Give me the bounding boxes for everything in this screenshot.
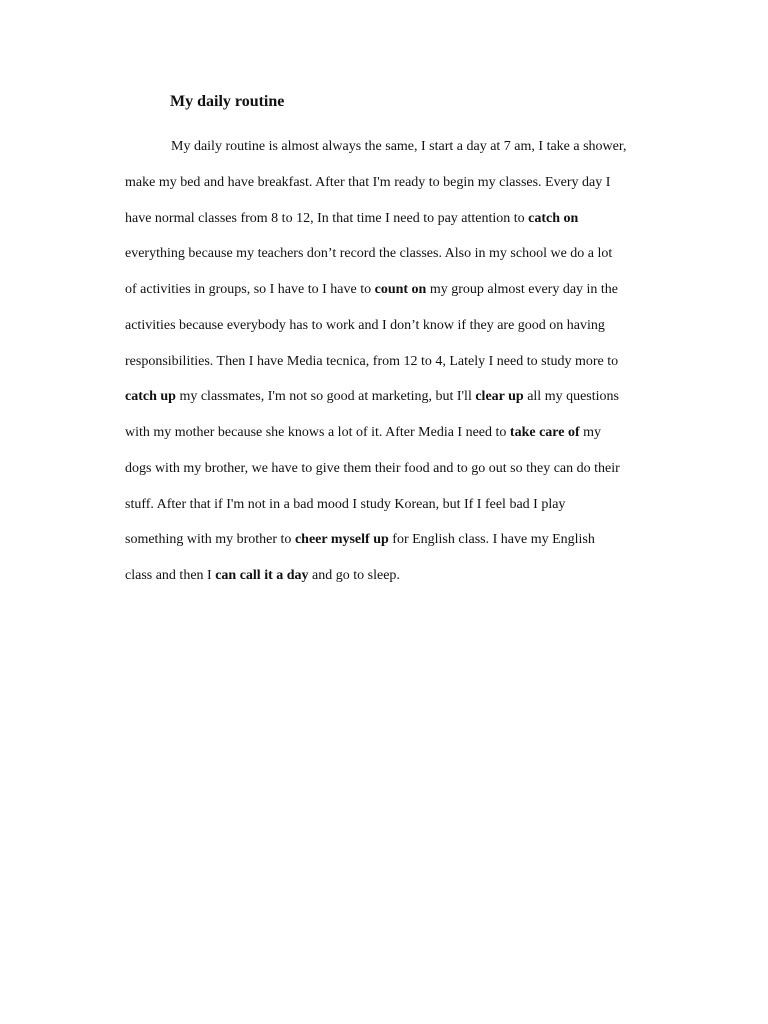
text-run: class and then I bbox=[125, 568, 216, 583]
text-run: of activities in groups, so I have to I have to bbox=[125, 282, 375, 297]
paragraph-line bbox=[125, 281, 618, 299]
paragraph-line bbox=[125, 174, 610, 192]
text-run: responsibilities. Then I have Media tecnica, from 12 to 4, Lately I need to study more to bbox=[125, 353, 619, 369]
text-run: my bbox=[579, 425, 602, 440]
paragraph-line bbox=[125, 353, 618, 371]
text-run: everything because my teachers don’t record the classes. Also in my school we do a lot bbox=[125, 246, 613, 262]
text-run: activities because everybody has to work and I don’t know if they are good on having bbox=[125, 317, 605, 333]
bold-phrase: clear up bbox=[475, 389, 524, 405]
text-run: my classmates, I'm not so good at marketing, but I'll bbox=[175, 389, 476, 405]
paragraph-line bbox=[125, 245, 612, 263]
bold-phrase: cheer myself up bbox=[294, 532, 389, 548]
text-run: all my questions bbox=[523, 389, 619, 405]
bold-phrase: can call it a day bbox=[215, 568, 309, 583]
text-run: My daily routine is almost always the same, I start a day at 7 am, I take a shower, bbox=[171, 139, 627, 154]
paragraph-line bbox=[125, 210, 578, 228]
paragraph-line bbox=[125, 496, 565, 514]
text-run: with my mother because she knows a lot of it. After Media I need to bbox=[125, 425, 510, 440]
text-run: dogs with my brother, we have to give them their food and to go out so they can do their bbox=[125, 460, 620, 476]
bold-phrase: catch on bbox=[528, 210, 579, 226]
text-run: and go to sleep. bbox=[308, 568, 400, 583]
text-run: something with my brother to bbox=[125, 532, 295, 548]
text-run: stuff. After that if I'm not in a bad mood I study Korean, but If I feel bad I play bbox=[125, 496, 566, 512]
text-run: have normal classes from 8 to 12, In that time I need to pay attention to bbox=[125, 210, 529, 226]
text-run: my group almost every day in the bbox=[426, 282, 619, 297]
text-run: make my bed and have breakfast. After that I'm ready to begin my classes. Every day I bbox=[125, 174, 611, 190]
paragraph-line bbox=[171, 138, 626, 156]
paragraph-line bbox=[125, 317, 605, 335]
text-run: for English class. I have my English bbox=[388, 532, 595, 548]
bold-phrase: take care of bbox=[509, 425, 580, 440]
paragraph-line bbox=[125, 388, 619, 406]
document-title: My daily routine bbox=[170, 93, 285, 110]
paragraph-line bbox=[125, 460, 620, 478]
paragraph-line bbox=[125, 567, 400, 585]
paragraph-line bbox=[125, 531, 595, 549]
bold-phrase: catch up bbox=[125, 389, 176, 405]
bold-phrase: count on bbox=[374, 282, 427, 297]
paragraph-line bbox=[125, 424, 601, 442]
